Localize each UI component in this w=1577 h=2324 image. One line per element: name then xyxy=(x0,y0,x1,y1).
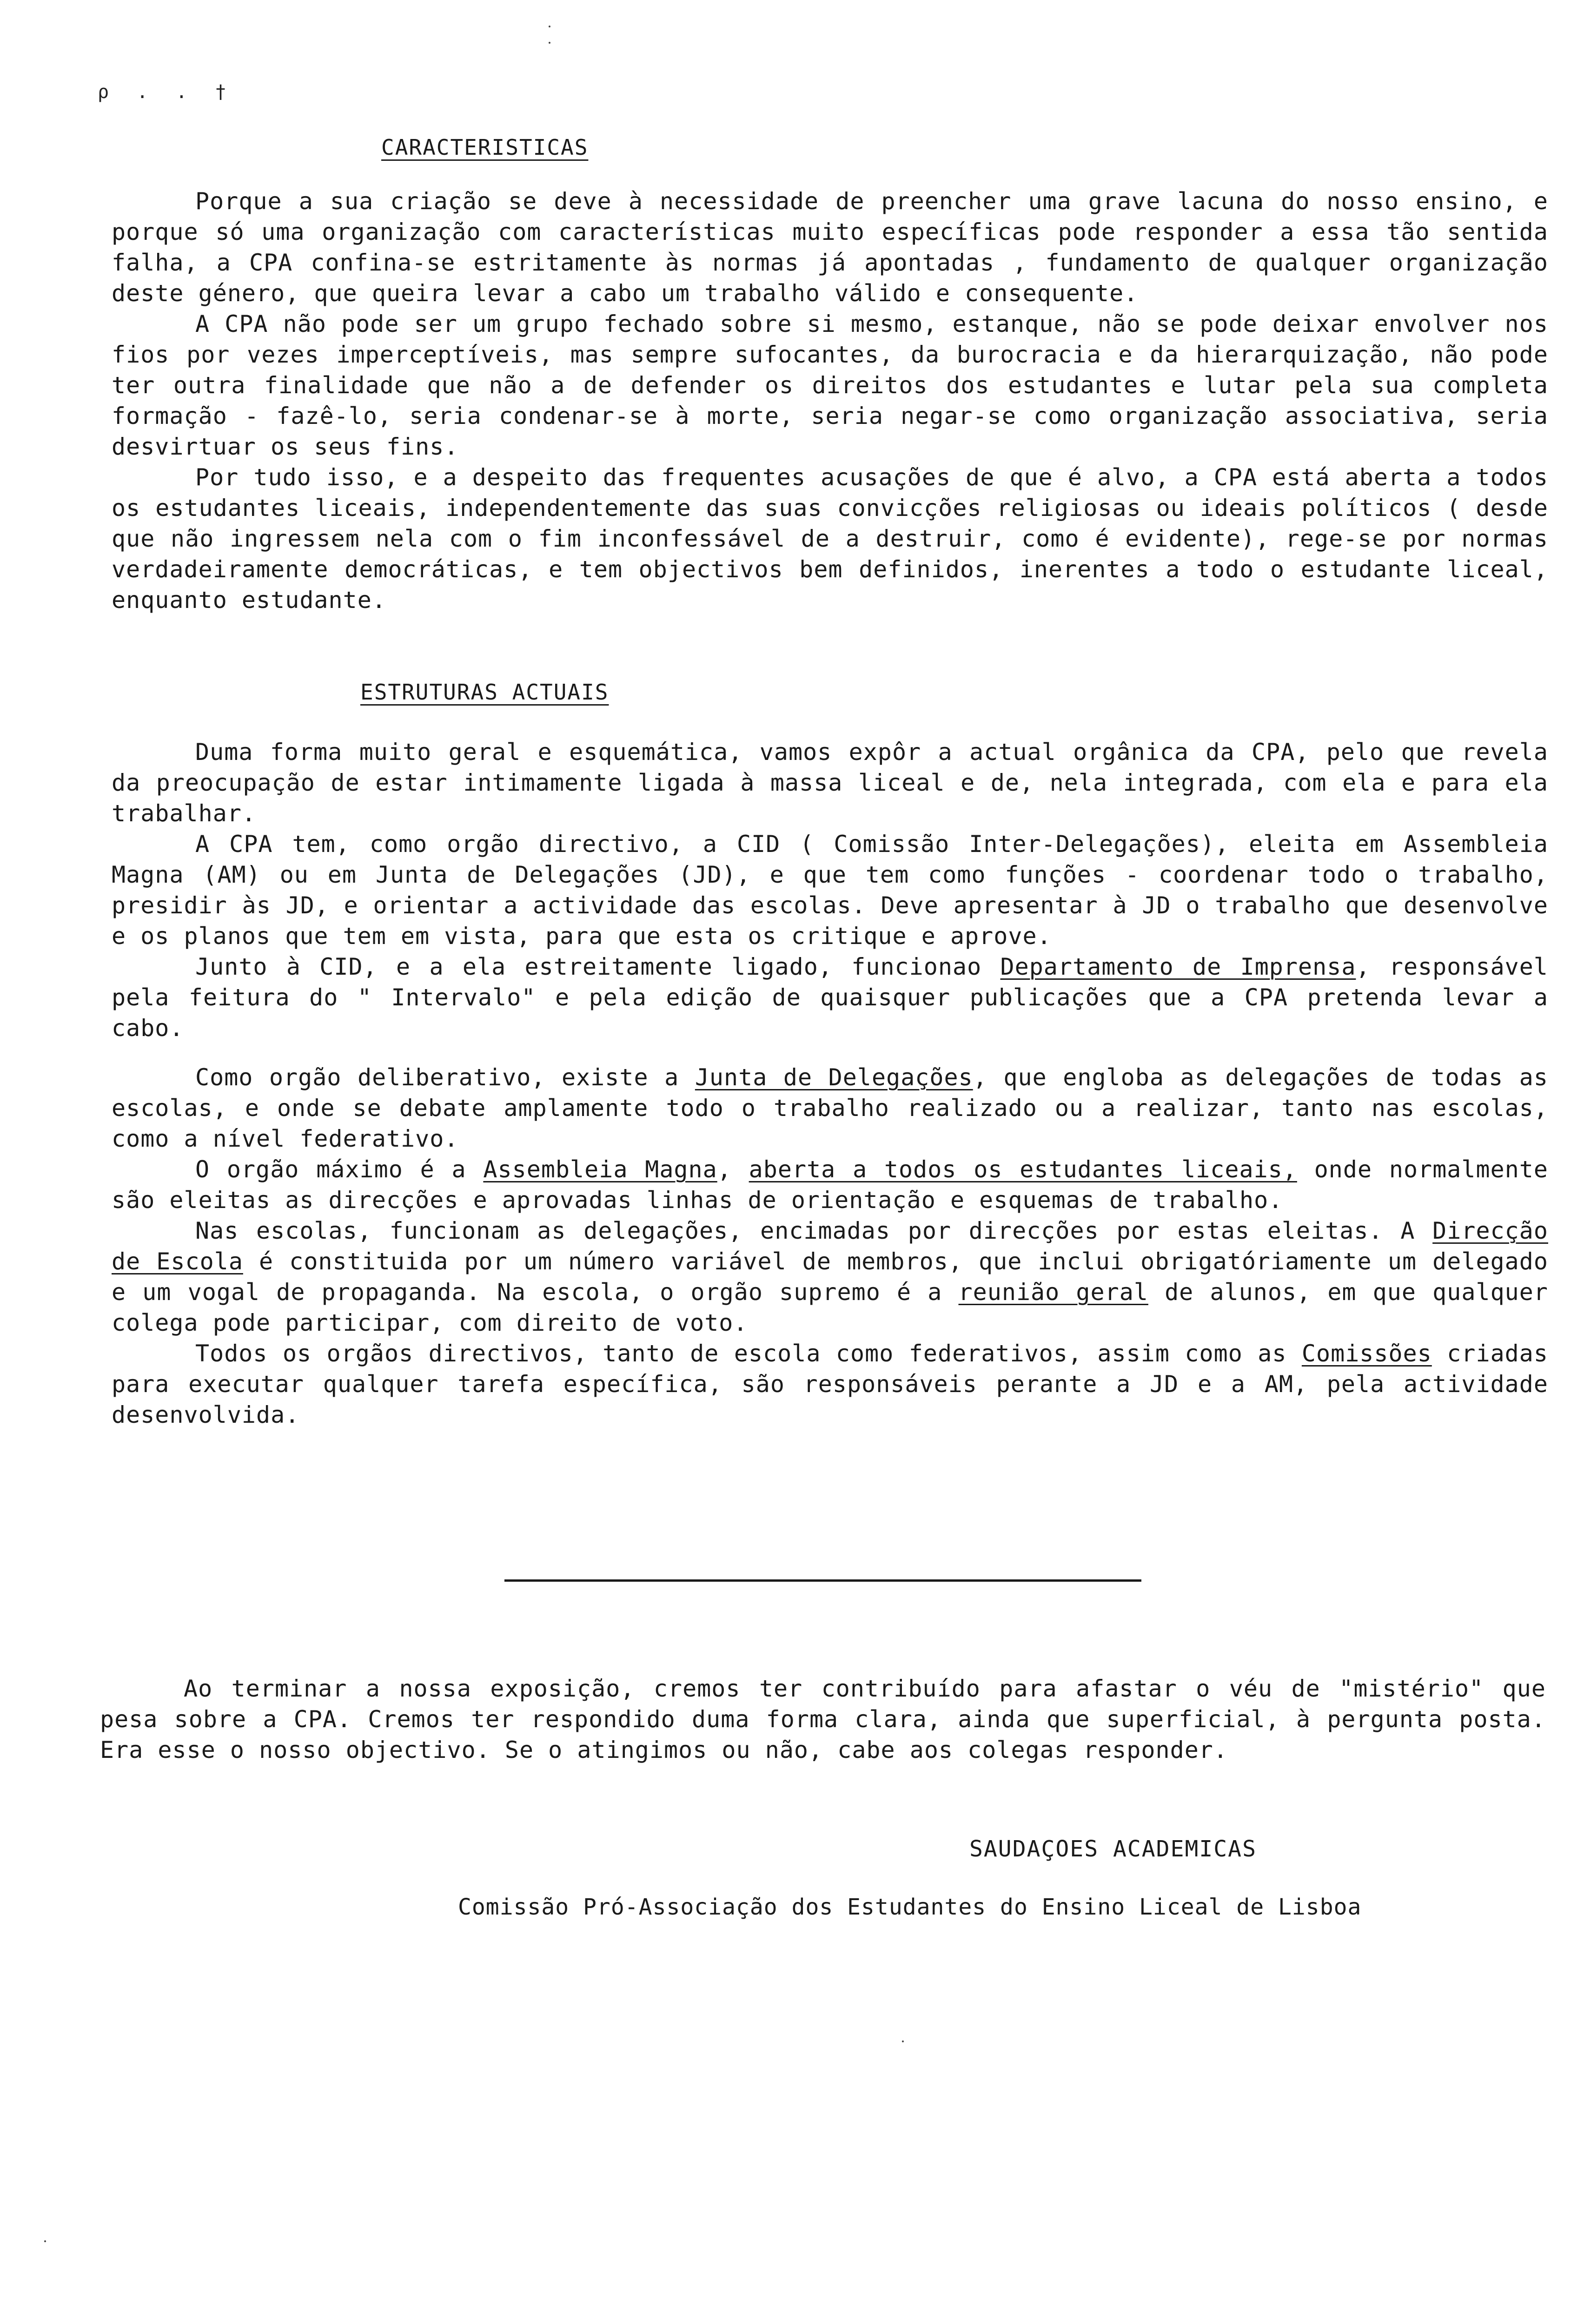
paragraph-text: , xyxy=(717,1156,749,1183)
paragraph-text: A CPA tem, como orgão directivo, a CID ( Comissão Inter-Delegações), eleita em Assembleia Magna (AM) ou em Junta de Delegações (JD), e que tem como funções - coordenar todo o trabalho, presidir às JD, e orientar a actividade das escolas. Deve apresentar à JD o trabalho que desenvolve e os planos que tem em vista, para que esta os critique e aprove. xyxy=(112,831,1548,950)
salutation: SAUDAÇOES ACADEMICAS xyxy=(969,1836,1257,1862)
underlined-term: Comissões xyxy=(1301,1340,1432,1367)
scan-speck xyxy=(549,42,550,44)
paragraph xyxy=(112,1215,1548,1338)
paragraph-text: criadas para executar qualquer tarefa específica, são responsáveis perante a JD e a AM, pela actividade desenvolvida. xyxy=(112,1340,1548,1428)
paragraph-text: , que engloba as delegações de todas as escolas, e onde se debate amplamente todo o trabalho realizado ou a realizar, tanto nas escolas, como a nível federativo. xyxy=(112,1064,1548,1152)
paragraph-text: é constituida por um número variável de membros, que inclui obrigatóriamente um delegado e um vogal de propaganda. Na escola, o orgão supremo é a xyxy=(112,1248,1548,1306)
paragraph xyxy=(112,951,1548,1043)
separator-rule xyxy=(504,1579,1141,1582)
paragraph-text: O orgão máximo é a xyxy=(195,1156,484,1183)
paragraph xyxy=(112,1338,1548,1430)
paragraph xyxy=(112,309,1548,462)
paragraph-text: Porque a sua criação se deve à necessidade de preencher uma grave lacuna do nosso ensino, e porque só uma organização com características muito específicas pode responder a essa tão sentida falha, a CPA confina-se estritamente às normas já apontadas , fundamento de qualquer organização deste género, que queira levar a cabo um trabalho válido e consequente. xyxy=(112,188,1548,307)
section-heading-estruturas: ESTRUTURAS ACTUAIS xyxy=(360,680,609,705)
paragraph-text: Nas escolas, funcionam as delegações, encimadas por direcções por estas eleitas. A xyxy=(195,1217,1433,1244)
signature: Comissão Pró-Associação dos Estudantes do Ensino Liceal de Lisboa xyxy=(458,1894,1362,1920)
underlined-term: Departamento de Imprensa xyxy=(1000,953,1356,980)
paragraph-text: Duma forma muito geral e esquemática, vamos expôr a actual orgânica da CPA, pelo que revela da preocupação de estar intimamente ligada à massa liceal e de, nela integrada, com ela e para ela trabalhar. xyxy=(112,739,1548,827)
underlined-term: Assembleia Magna xyxy=(483,1156,717,1183)
section-body-estruturas xyxy=(112,737,1548,1430)
paragraph-text: Junto à CID, e a ela estreitamente ligado, funcionao xyxy=(195,953,1001,980)
underlined-term: Junta de Delegações xyxy=(695,1064,973,1091)
closing-paragraph: Ao terminar a nossa exposição, cremos ter contribuído para afastar o véu de "mistério" que pesa sobre a CPA. Cremos ter respondido duma forma clara, ainda que superficial, à pergunta posta. Era esse o nosso objectivo. Se o atingimos ou não, cabe aos colegas responder. xyxy=(100,1675,1546,1763)
paragraph-text: Todos os orgãos directivos, tanto de escola como federativos, assim como as xyxy=(195,1340,1302,1367)
paragraph xyxy=(112,186,1548,309)
underlined-term: Direcção de Escola xyxy=(112,1217,1548,1275)
paragraph-text: Como orgão deliberativo, existe a xyxy=(195,1064,695,1091)
header-marks: ρ . . † xyxy=(98,81,235,103)
scan-speck xyxy=(549,26,550,27)
paragraph-text: , responsável pela feitura do " Intervalo" e pela edição de quaisquer publicações que a CPA pretenda levar a cabo. xyxy=(112,953,1548,1042)
section-heading-caracteristicas: CARACTERISTICAS xyxy=(381,135,589,160)
underlined-term: reunião geral xyxy=(958,1279,1148,1306)
underlined-term: aberta a todos os estudantes liceais, xyxy=(749,1156,1297,1183)
section-body-caracteristicas xyxy=(112,186,1548,615)
scan-speck xyxy=(902,2040,904,2042)
scan-speck xyxy=(44,2240,46,2242)
paragraph xyxy=(112,829,1548,951)
paragraph-text: Por tudo isso, e a despeito das frequentes acusações de que é alvo, a CPA está aberta a todos os estudantes liceais, independentemente das suas convicções religiosas ou ideais políticos ( desde que não ingressem nela com o fim inconfessável de a destruir, como é evidente), rege-se por normas verdadeiramente democráticas, e tem objectivos bem definidos, inerentes a todo o estudante liceal, enquanto estudante. xyxy=(112,464,1548,614)
paragraph xyxy=(112,1154,1548,1215)
paragraph xyxy=(112,737,1548,829)
paragraph-text: onde normalmente são eleitas as direcções e aprovadas linhas de orientação e esquemas de trabalho. xyxy=(112,1156,1549,1214)
paragraph xyxy=(112,462,1548,615)
paragraph-text: A CPA não pode ser um grupo fechado sobre si mesmo, estanque, não se pode deixar envolver nos fios por vezes imperceptíveis, mas sempre sufocantes, da burocracia e da hierarquização, não pode ter outra finalidade que não a de defender os direitos dos estudantes e lutar pela sua completa formação - fazê-lo, seria condenar-se à morte, seria negar-se como organização associativa, seria desvirtuar os seus fins. xyxy=(112,310,1548,460)
paragraph xyxy=(112,1062,1548,1154)
closing-block xyxy=(100,1673,1546,1765)
paragraph-text: de alunos, em que qualquer colega pode participar, com direito de voto. xyxy=(112,1279,1548,1336)
